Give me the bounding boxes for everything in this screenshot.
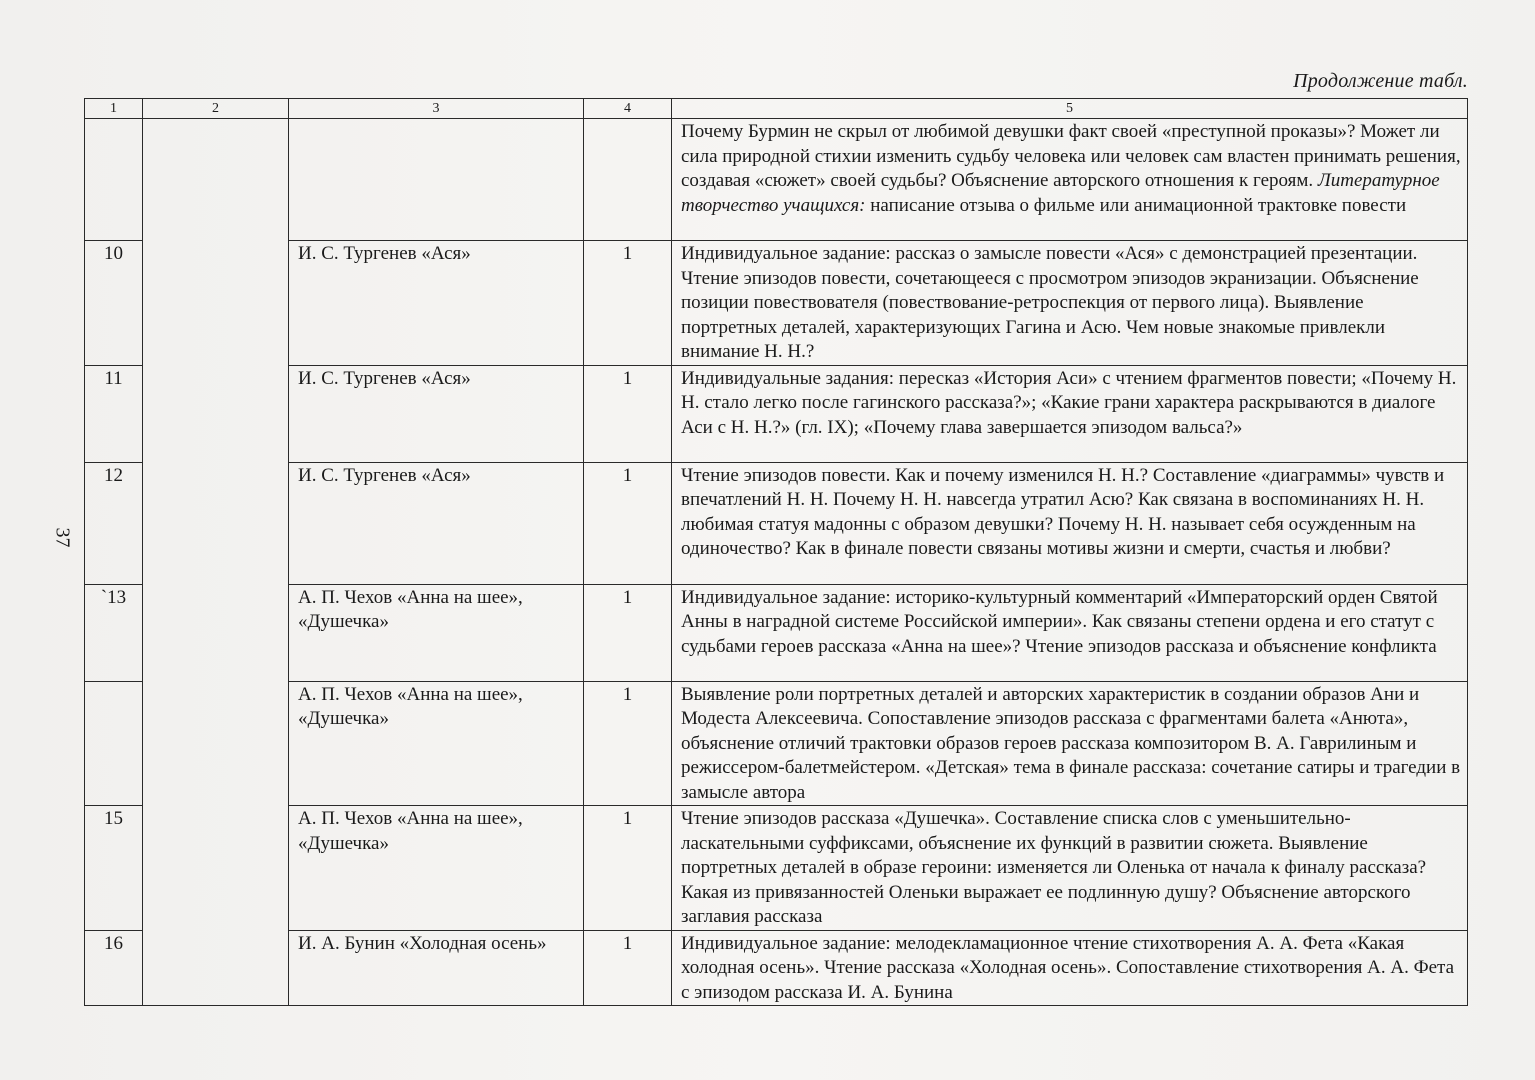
section-cell: [143, 119, 289, 1006]
lesson-topic-cell: И. С. Тургенев «Ася»: [289, 241, 584, 366]
table-row: [85, 584, 1468, 681]
lesson-number-cell: [85, 119, 143, 241]
lesson-hours-cell: 1: [584, 584, 672, 681]
lesson-hours-cell: 1: [584, 462, 672, 584]
table-row: [85, 462, 1468, 584]
table-row: [85, 930, 1468, 1006]
content-text: Почему Бурмин не скрыл от любимой девушки факт своей «преступной проказы»? Может ли сила природной стихии изменить судьбу человека или человек сам властен принимать решения, создавая «сюжет» своей судьбы? Объяснение авторского отношения к героям.: [681, 121, 1461, 191]
table-row: [85, 119, 1468, 241]
lesson-content-cell: Индивидуальное задание: историко-культурный комментарий «Императорский орден Святой Анны в наградной системе Российской империи». Как связаны степени ордена и его статут с судьбами героев рассказа «Анна на шее»? Чтение эпизодов рассказа и объяснение конфликта: [672, 584, 1468, 681]
lesson-topic-cell: А. П. Чехов «Анна на шее», «Душечка»: [289, 681, 584, 806]
table-row: [85, 365, 1468, 462]
lesson-number-cell: `13: [85, 584, 143, 681]
page-number: 37: [51, 527, 74, 548]
column-header-3: 3: [289, 99, 584, 119]
lesson-content-cell: Индивидуальные задания: пересказ «История Аси» с чтением фрагментов повести; «Почему Н. Н. стало легко после гагинского рассказа?»; «Какие грани характера раскрываются в диалоге Аси с Н. Н.?» (гл. IX); «Почему глава завершается эпизодом вальса?»: [672, 365, 1468, 462]
lesson-number-cell: 12: [85, 462, 143, 584]
lesson-topic-cell: А. П. Чехов «Анна на шее», «Душечка»: [289, 584, 584, 681]
lesson-content-cell: Индивидуальное задание: мелодекламационное чтение стихотворения А. А. Фета «Какая холодная осень». Чтение рассказа «Холодная осень». Сопоставление стихотворения А. А. Фета с эпизодом рассказа И. А. Бунина: [672, 930, 1468, 1006]
lesson-content-cell: Чтение эпизодов повести. Как и почему изменился Н. Н.? Составление «диаграммы» чувств и впечатлений Н. Н. Почему Н. Н. навсегда утратил Асю? Как связана в воспоминаниях Н. Н. любимая статуя мадонны с образом девушки? Почему Н. Н. называет себя осужденным на одиночество? Как в финале повести связаны мотивы жизни и смерти, счастья и любви?: [672, 462, 1468, 584]
lesson-topic-cell: И. С. Тургенев «Ася»: [289, 365, 584, 462]
lesson-topic-cell: И. С. Тургенев «Ася»: [289, 462, 584, 584]
column-header-4: 4: [584, 99, 672, 119]
lesson-hours-cell: 1: [584, 241, 672, 366]
column-header-2: 2: [143, 99, 289, 119]
lesson-content-cell: Индивидуальное задание: рассказ о замысле повести «Ася» с демонстрацией презентации. Чтение эпизодов повести, сочетающееся с просмотром эпизодов экранизации. Объяснение позиции повествователя (повествование-ретроспекция от первого лица). Выявление портретных деталей, характеризующих Гагина и Асю. Чем новые знакомые привлекли внимание Н. Н.?: [672, 241, 1468, 366]
lesson-hours-cell: 1: [584, 365, 672, 462]
content-italic-text: Литературное творчество учащихся:: [681, 170, 1440, 216]
table-row: [85, 806, 1468, 931]
lesson-content-cell: Чтение эпизодов рассказа «Душечка». Составление списка слов с уменьшительно-ласкательными суффиксами, объяснение их функций в развитии сюжета. Выявление портретных деталей в образе героини: изменяется ли Оленька от начала к финалу рассказа? Какая из привязанностей Оленьки выражает ее подлинную душу? Объяснение авторского заглавия рассказа: [672, 806, 1468, 931]
table-row: [85, 681, 1468, 806]
lesson-hours-cell: 1: [584, 930, 672, 1006]
lesson-topic-cell: А. П. Чехов «Анна на шее», «Душечка»: [289, 806, 584, 931]
table-header-row: [85, 99, 1468, 119]
lesson-topic-cell: [289, 119, 584, 241]
lesson-hours-cell: 1: [584, 806, 672, 931]
column-header-1: 1: [85, 99, 143, 119]
lesson-number-cell: 15: [85, 806, 143, 931]
table-continuation-label: Продолжение табл.: [1293, 70, 1468, 92]
content-text: написание отзыва о фильме или анимационной трактовке повести: [865, 194, 1407, 216]
lesson-number-cell: 10: [85, 241, 143, 366]
table-row: [85, 241, 1468, 366]
lesson-content-cell: [672, 119, 1468, 241]
lesson-number-cell: 11: [85, 365, 143, 462]
lesson-number-cell: [85, 681, 143, 806]
lesson-hours-cell: 1: [584, 681, 672, 806]
lesson-hours-cell: [584, 119, 672, 241]
lesson-number-cell: 16: [85, 930, 143, 1006]
lesson-plan-table: [84, 98, 1468, 1006]
lesson-topic-cell: И. А. Бунин «Холодная осень»: [289, 930, 584, 1006]
column-header-5: 5: [672, 99, 1468, 119]
lesson-content-cell: Выявление роли портретных деталей и авторских характеристик в создании образов Ани и Модеста Алексеевича. Сопоставление эпизодов рассказа с фрагментами балета «Анюта», объяснение отличий трактовки образов героев рассказа композитором В. А. Гаврилиным и режиссером-балетмейстером. «Детская» тема в финале рассказа: сочетание сатиры и трагедии в замысле автора: [672, 681, 1468, 806]
